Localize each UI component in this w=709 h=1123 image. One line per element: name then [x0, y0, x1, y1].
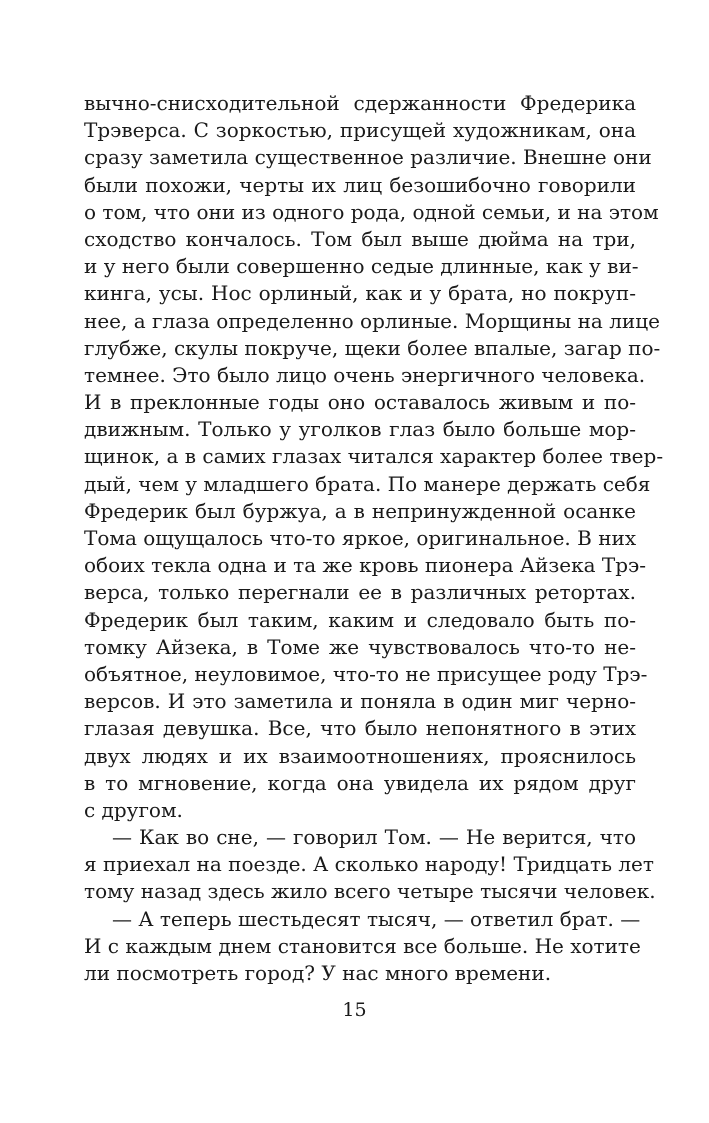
dialogue-line: ли посмотреть город? У нас много времени. — [84, 961, 552, 985]
text-line: Фредерик был буржуа, а в непринужденной осанке — [84, 498, 636, 523]
text-line: глубже, скулы покруче, щеки более впалые, загар по- — [84, 335, 661, 360]
text-line: сходство кончалось. Том был выше дюйма на три, — [84, 226, 636, 251]
text-line: в то мгновение, когда она увидела их рядом друг — [84, 770, 636, 795]
body-text — [84, 90, 664, 987]
text-line: двух людях и их взаимоотношениях, прояснилось — [84, 743, 636, 768]
text-line: томку Айзека, в Томе же чувствовалось что-то не- — [84, 634, 636, 659]
dialogue-line: — Как во сне, — говорил Том. — Не верится, что — [112, 825, 636, 850]
dialogue-line: — А теперь шестьдесят тысяч, — ответил брат. — — [112, 906, 641, 931]
text-line: Трэверса. С зоркостью, присущей художникам, она — [84, 118, 636, 143]
text-line: И в преклонные годы оно оставалось живым и по- — [84, 390, 636, 415]
text-line: были похожи, черты их лиц безошибочно говорили — [84, 172, 636, 197]
dialogue-line: И с каждым днем становится все больше. Не хотите — [84, 933, 641, 958]
text-line: щинок, а в самих глазах читался характер более твер- — [84, 444, 664, 469]
dialogue-line: тому назад здесь жило всего четыре тысячи человек. — [84, 879, 656, 904]
dialogue-line: я приехал на поезде. А сколько народу! Тридцать лет — [84, 852, 654, 877]
text-line: Фредерик был таким, каким и следовало быть по- — [84, 607, 636, 632]
text-line: темнее. Это было лицо очень энергичного человека. — [84, 362, 646, 387]
text-line: с другом. — [84, 797, 183, 822]
text-line: сразу заметила существенное различие. Внешне они — [84, 145, 652, 170]
text-line: версов. И это заметила и поняла в один миг черно- — [84, 689, 636, 714]
text-line: глазая девушка. Все, что было непонятного в этих — [84, 716, 636, 741]
page-number: 15 — [342, 999, 367, 1021]
text-line: дый, чем у младшего брата. По манере держать себя — [84, 471, 651, 496]
text-line: кинга, усы. Нос орлиный, как и у брата, но покруп- — [84, 281, 636, 306]
text-line: и у него были совершенно седые длинные, как у ви- — [84, 254, 639, 279]
text-line: обоих текла одна и та же кровь пионера Айзека Трэ- — [84, 553, 646, 578]
text-line: Тома ощущалось что-то яркое, оригинальное. В них — [84, 526, 637, 550]
text-line: верса, только перегнали ее в различных ретортах. — [84, 580, 636, 605]
text-line: нее, а глаза определенно орлиные. Морщины на лице — [84, 308, 660, 333]
text-line: объятное, неуловимое, что-то не присущее роду Трэ- — [84, 661, 648, 686]
text-line: вычно-снисходительной сдержанности Фредерика — [84, 91, 636, 115]
text-line: движным. Только у уголков глаз было больше мор- — [84, 417, 636, 442]
text-line: о том, что они из одного рода, одной семьи, и на этом — [84, 199, 659, 224]
